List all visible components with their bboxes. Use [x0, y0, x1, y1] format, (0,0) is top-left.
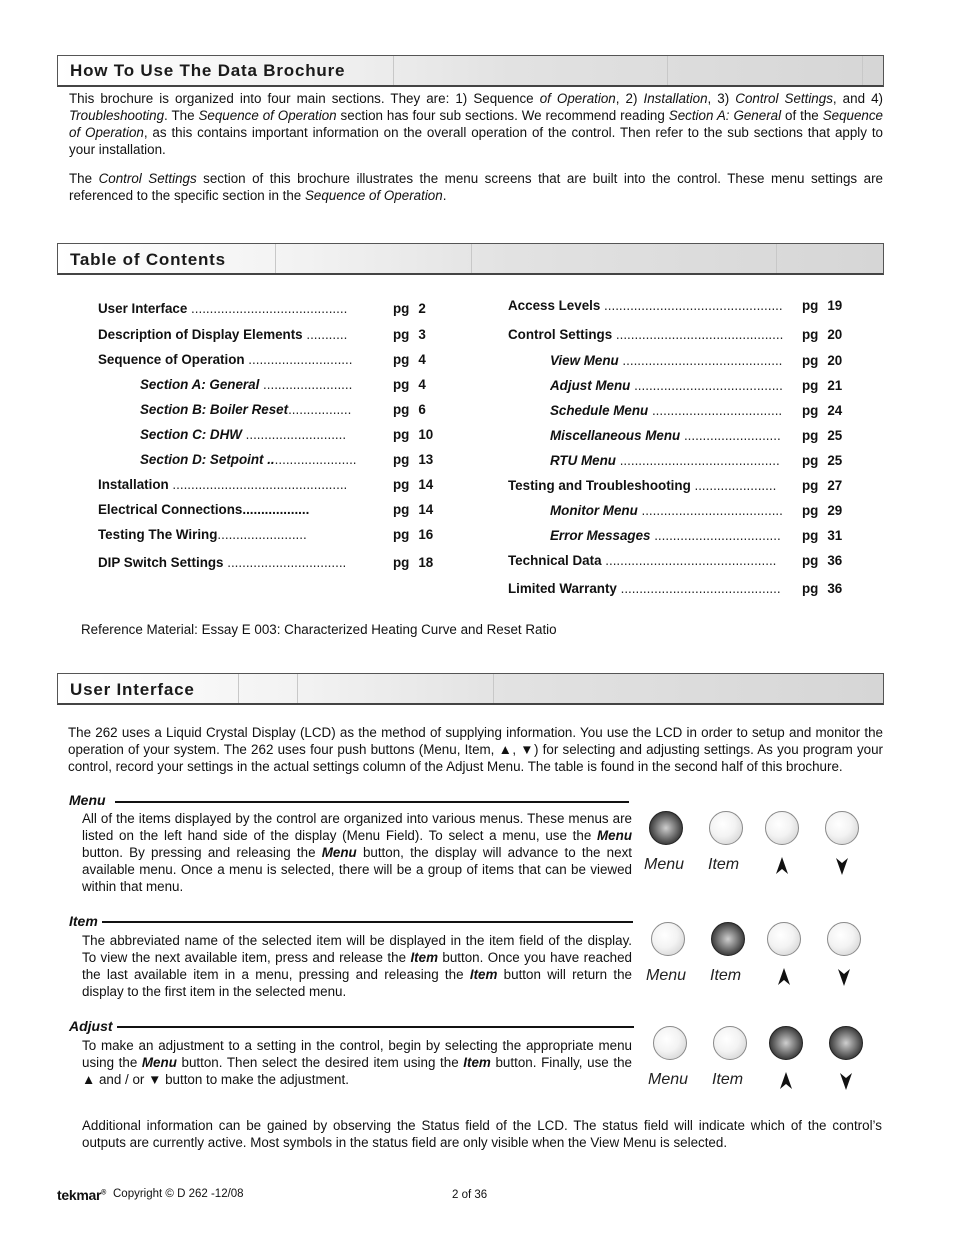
toc-entry-label: Electrical Connections..................	[98, 502, 310, 517]
up-button-illustration	[769, 1026, 803, 1060]
toc-page-number: 3	[418, 327, 426, 342]
toc-page-prefix: pg	[802, 428, 819, 443]
up-arrow-icon	[775, 856, 789, 876]
toc-entry-label: Miscellaneous Menu	[550, 428, 681, 443]
toc-page-prefix: pg	[393, 555, 410, 570]
footer-copyright: Copyright © D 262 -12/08	[113, 1188, 244, 1200]
toc-page-number: 20	[827, 353, 843, 368]
toc-page-number: 21	[827, 378, 843, 393]
toc-page-number: 18	[418, 555, 434, 570]
toc-entry	[550, 527, 794, 545]
toc-page-number: 27	[827, 478, 843, 493]
menu-heading: Menu	[69, 792, 106, 808]
toc-entry-label: Schedule Menu	[550, 403, 649, 418]
toc-page-number: 31	[827, 528, 843, 543]
toc-entry	[98, 326, 385, 344]
toc-entry-leader: ........................................	[630, 378, 783, 393]
toc-page-prefix: pg	[802, 453, 819, 468]
toc-page-number: 13	[418, 452, 434, 467]
toc-page-ref	[802, 326, 842, 344]
toc-entry	[140, 376, 385, 394]
down-button-illustration	[829, 1026, 863, 1060]
toc-entry-label: Section B: Boiler Reset	[140, 402, 289, 417]
section-title: Table of Contents	[70, 250, 226, 269]
toc-page-prefix: pg	[802, 327, 819, 342]
toc-entry	[98, 501, 385, 519]
toc-entry-leader: ...................................	[648, 403, 783, 418]
toc-page-number: 36	[827, 581, 843, 596]
down-button-illustration	[827, 922, 861, 956]
reference-material: Reference Material: Essay E 003: Characterized Heating Curve and Reset Ratio	[81, 622, 557, 637]
toc-page-prefix: pg	[802, 528, 819, 543]
toc-entry-label: Sequence of Operation	[98, 352, 245, 367]
menu-description: All of the items displayed by the control are organized into various menus. These menus are listed on the left hand side of the display (Menu Field). To select a menu, use the Menu button. By pressing and releasing the Menu button, the display will advance to the next available menu. Once a menu is selected, there will be a group of items that can be viewed within that menu.	[82, 811, 632, 894]
toc-entry-leader: .............................................	[612, 327, 784, 342]
toc-page-number: 25	[827, 428, 843, 443]
section-header-user-interface	[57, 673, 884, 705]
toc-entry-leader: ...............................................	[168, 477, 348, 492]
toc-page-ref	[393, 451, 433, 469]
toc-entry	[508, 580, 794, 598]
toc-page-number: 19	[827, 298, 843, 313]
adjust-description: To make an adjustment to a setting in the control, begin by selecting the appropriate menu using the Menu button. Then select the desired item using the Item button. Finally, use the ▲ and / or ▼ button to make the adjustment.	[82, 1038, 632, 1087]
up-button-illustration	[765, 811, 799, 845]
toc-entry	[98, 300, 385, 318]
item-heading-rule	[102, 921, 633, 923]
toc-page-ref	[393, 401, 426, 419]
toc-page-ref	[802, 402, 842, 420]
toc-entry	[98, 351, 385, 369]
item-button-illustration	[711, 922, 745, 956]
toc-entry	[550, 402, 794, 420]
toc-page-number: 4	[418, 377, 426, 392]
menu-button-label: Menu	[646, 967, 687, 984]
toc-entry-label: View Menu	[550, 353, 619, 368]
toc-entry-label: Monitor Menu	[550, 503, 638, 518]
toc-entry-label: Section A: General	[140, 377, 260, 392]
toc-entry-leader: ................................	[223, 555, 347, 570]
section-header-how-to-use	[57, 55, 884, 87]
toc-page-ref	[393, 326, 426, 344]
toc-entry	[140, 426, 385, 444]
menu-button-illustration	[653, 1026, 687, 1060]
toc-entry	[550, 427, 794, 445]
toc-page-prefix: pg	[393, 452, 410, 467]
toc-page-ref	[393, 351, 426, 369]
menu-heading-rule	[115, 801, 629, 803]
toc-entry	[550, 352, 794, 370]
toc-entry-label: Control Settings	[508, 327, 613, 342]
menu-button-illustration	[651, 922, 685, 956]
toc-page-prefix: pg	[393, 502, 410, 517]
toc-entry-label: RTU Menu	[550, 453, 616, 468]
toc-page-number: 29	[827, 503, 843, 518]
toc-entry-label: Access Levels	[508, 298, 601, 313]
toc-page-ref	[802, 377, 842, 395]
toc-entry-leader: .................	[288, 402, 352, 417]
toc-entry-leader: ...........................................	[618, 353, 783, 368]
toc-entry	[98, 476, 385, 494]
toc-page-prefix: pg	[802, 378, 819, 393]
toc-entry-label: DIP Switch Settings	[98, 555, 224, 570]
toc-entry	[508, 477, 794, 495]
down-arrow-icon	[837, 967, 851, 987]
item-description: The abbreviated name of the selected item will be displayed in the item field of the display. To view the next available item, press and release the Item button. Once you have reached the last available item in a menu, pressing and releasing the Item button will return the display to the first item in the selected menu.	[82, 933, 632, 999]
down-button-illustration	[825, 811, 859, 845]
toc-entry	[98, 526, 385, 544]
item-button-label: Item	[708, 856, 740, 873]
toc-page-number: 36	[827, 553, 843, 568]
toc-entry	[140, 401, 385, 419]
toc-page-ref	[802, 502, 842, 520]
toc-entry-label: Section C: DHW	[140, 427, 242, 442]
toc-entry-leader: ..........................	[680, 428, 781, 443]
down-arrow-icon	[839, 1071, 853, 1091]
toc-entry-leader: ............................	[244, 352, 353, 367]
toc-entry-label: Adjust Menu	[550, 378, 631, 393]
toc-page-prefix: pg	[393, 377, 410, 392]
toc-page-prefix: pg	[802, 581, 819, 596]
toc-page-ref	[393, 501, 433, 519]
toc-page-ref	[802, 452, 842, 470]
section-title: User Interface	[70, 680, 195, 699]
toc-entry	[98, 554, 385, 572]
toc-entry-label: Error Messages	[550, 528, 651, 543]
tekmar-logo: tekmar®	[57, 1187, 106, 1203]
toc-entry-leader: ..............................................	[601, 553, 777, 568]
item-button-label: Item	[710, 967, 742, 984]
item-button-label: Item	[712, 1071, 744, 1088]
toc-entry	[550, 377, 794, 395]
toc-page-ref	[393, 526, 433, 544]
item-button-illustration	[713, 1026, 747, 1060]
toc-entry-leader: ..................................	[650, 528, 781, 543]
how-to-use-paragraph-2: The Control Settings section of this brochure illustrates the menu screens that are built into the control. These menu settings are referenced to the specific section in the Sequence of Operation.	[69, 171, 883, 203]
toc-page-ref	[802, 552, 842, 570]
how-to-use-paragraph-1: This brochure is organized into four main sections. They are: 1) Sequence of Operation, 2) Installation, 3) Control Settings, and 4) Troubleshooting. The Sequence of Operation section has four sub sections. We recommend reading Section A: General of the Sequence of Operation, as this contains important information on the overall operation of the control. Then refer to the sub sections that apply to your installation.	[69, 91, 883, 157]
toc-page-prefix: pg	[802, 553, 819, 568]
toc-entry-leader: ................................................	[600, 298, 783, 313]
toc-page-number: 24	[827, 403, 843, 418]
menu-button-illustration	[649, 811, 683, 845]
toc-page-ref	[802, 580, 842, 598]
page-number: 2 of 36	[452, 1189, 488, 1201]
toc-entry-leader: ......................................	[637, 503, 783, 518]
toc-page-number: 10	[418, 427, 434, 442]
toc-entry	[550, 452, 794, 470]
toc-page-ref	[393, 554, 433, 572]
toc-entry-label: Testing The Wiring	[98, 527, 218, 542]
toc-entry	[508, 552, 794, 570]
up-arrow-icon	[779, 1071, 793, 1091]
toc-page-ref	[393, 426, 433, 444]
toc-page-number: 14	[418, 502, 434, 517]
toc-entry-leader: ..........................................	[187, 301, 348, 316]
toc-page-prefix: pg	[802, 503, 819, 518]
toc-page-prefix: pg	[802, 298, 819, 313]
section-header-table-of-contents	[57, 243, 884, 275]
toc-entry-leader: ........................	[217, 527, 307, 542]
toc-page-ref	[393, 376, 426, 394]
toc-page-number: 4	[418, 352, 426, 367]
toc-entry-label: Section D: Setpoint ..	[140, 452, 275, 467]
toc-entry-label: Limited Warranty	[508, 581, 617, 596]
status-field-note: Additional information can be gained by observing the Status field of the LCD. The status field will indicate which of the control’s outputs are currently active. Most symbols in the status field are only visible when the View Menu is selected.	[82, 1118, 882, 1150]
toc-page-prefix: pg	[393, 527, 410, 542]
toc-page-prefix: pg	[802, 353, 819, 368]
toc-page-number: 6	[418, 402, 426, 417]
down-arrow-icon	[835, 856, 849, 876]
toc-page-prefix: pg	[393, 301, 410, 316]
toc-page-prefix: pg	[393, 402, 410, 417]
toc-entry-label: Technical Data	[508, 553, 602, 568]
toc-entry-label: Description of Display Elements	[98, 327, 303, 342]
toc-entry-leader: ......................	[274, 452, 357, 467]
toc-page-ref	[802, 352, 842, 370]
item-heading: Item	[69, 913, 98, 929]
toc-page-ref	[802, 477, 842, 495]
user-interface-intro: The 262 uses a Liquid Crystal Display (LCD) as the method of supplying information. You use the LCD in order to setup and monitor the operation of your system. The 262 uses four push buttons (Menu, Item, ▲, ▼) for selecting and adjusting settings. As you program your control, record your settings in the actual settings column of the Adjust Menu. The table is found in the second half of this brochure.	[68, 725, 883, 774]
toc-entry-leader: ........................	[259, 377, 353, 392]
toc-entry	[550, 502, 794, 520]
toc-page-ref	[802, 297, 842, 315]
toc-entry	[508, 297, 794, 315]
item-button-illustration	[709, 811, 743, 845]
toc-page-number: 16	[418, 527, 434, 542]
toc-page-prefix: pg	[802, 478, 819, 493]
menu-button-label: Menu	[648, 1071, 689, 1088]
toc-entry-leader: ......................	[690, 478, 777, 493]
toc-page-prefix: pg	[393, 427, 410, 442]
toc-page-number: 25	[827, 453, 843, 468]
toc-page-ref	[393, 476, 433, 494]
toc-page-prefix: pg	[393, 352, 410, 367]
toc-entry-label: Testing and Troubleshooting	[508, 478, 691, 493]
toc-page-ref	[393, 300, 426, 318]
toc-page-prefix: pg	[393, 327, 410, 342]
toc-page-ref	[802, 527, 842, 545]
menu-button-label: Menu	[644, 856, 685, 873]
adjust-heading-rule	[117, 1026, 634, 1028]
toc-entry-label: Installation	[98, 477, 169, 492]
toc-entry-leader: ...........................................	[616, 581, 781, 596]
toc-page-ref	[802, 427, 842, 445]
toc-entry-leader: ...........................	[241, 427, 347, 442]
toc-page-prefix: pg	[802, 403, 819, 418]
toc-page-number: 20	[827, 327, 843, 342]
toc-entry-label: User Interface	[98, 301, 188, 316]
up-arrow-icon	[777, 967, 791, 987]
section-title: How To Use The Data Brochure	[70, 61, 346, 80]
toc-entry	[140, 451, 385, 469]
toc-entry-leader: ...........	[302, 327, 348, 342]
adjust-heading: Adjust	[69, 1018, 113, 1034]
toc-entry	[508, 326, 794, 344]
up-button-illustration	[767, 922, 801, 956]
toc-page-number: 2	[418, 301, 426, 316]
toc-page-number: 14	[418, 477, 434, 492]
toc-page-prefix: pg	[393, 477, 410, 492]
toc-entry-leader: ...........................................	[615, 453, 780, 468]
